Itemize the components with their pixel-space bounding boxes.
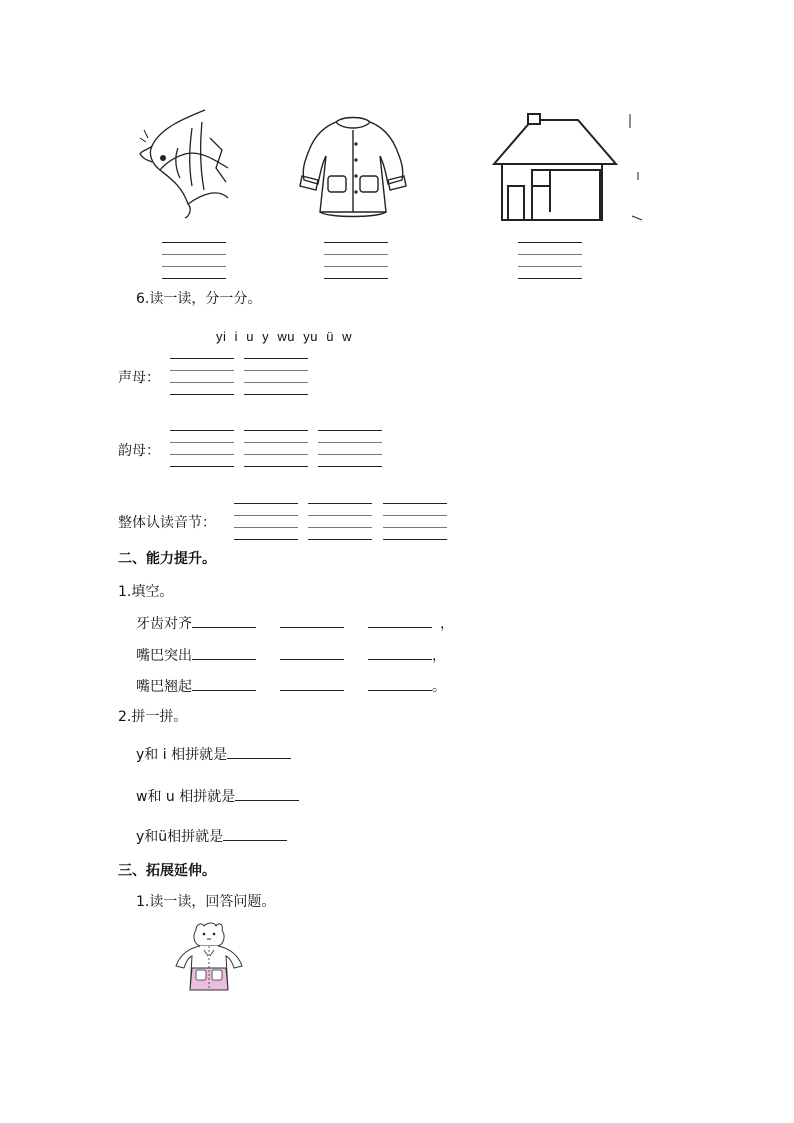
pin-row-prompt: y和 i 相拼就是	[136, 747, 228, 763]
shengmu-box-2[interactable]	[244, 358, 308, 394]
pinyipin-title: 2.拼一拼。	[118, 709, 188, 725]
pinyin-list: yi i u y wu yu ü w	[216, 329, 353, 344]
zhengti-label: 整体认读音节：	[118, 515, 216, 531]
fill-blank[interactable]	[192, 645, 256, 660]
fill-blank[interactable]	[280, 645, 344, 660]
fill-row-3	[136, 676, 446, 696]
fill-row-1	[136, 613, 454, 633]
pin-row-prompt: w和 u 相拼就是	[136, 789, 236, 805]
read-answer-title: 1.读一读，回答问题。	[136, 894, 276, 910]
fill-row-prompt: 牙齿对齐	[136, 616, 192, 632]
fill-row-end: ，	[440, 616, 454, 632]
writing-box-fish[interactable]	[162, 242, 226, 278]
writing-box-coat[interactable]	[324, 242, 388, 278]
fill-blank[interactable]	[192, 613, 256, 628]
zhengti-box-1[interactable]	[234, 503, 298, 539]
fill-row-prompt: 嘴巴翘起	[136, 679, 192, 695]
fill-blank[interactable]	[280, 613, 344, 628]
fill-row-prompt: 嘴巴突出	[136, 648, 192, 664]
house-icon	[492, 112, 642, 224]
zhengti-box-3[interactable]	[383, 503, 447, 539]
writing-box-house[interactable]	[518, 242, 582, 278]
pin-row-2	[136, 786, 299, 806]
yunmu-box-1[interactable]	[170, 430, 234, 466]
pin-row-1	[136, 744, 291, 764]
fill-blank[interactable]	[368, 645, 432, 660]
pin-row-3	[136, 826, 287, 846]
fill-row-2	[136, 645, 446, 665]
fill-row-end: 。	[432, 679, 446, 695]
yunmu-box-2[interactable]	[244, 430, 308, 466]
pin-blank[interactable]	[223, 826, 287, 841]
yunmu-box-3[interactable]	[318, 430, 382, 466]
shengmu-label: 声母：	[118, 370, 160, 386]
fill-blank[interactable]	[192, 676, 256, 691]
fish-icon	[130, 108, 240, 218]
bear-raincoat-icon	[170, 922, 248, 994]
section-2-heading: 二、能力提升。	[118, 551, 216, 567]
fill-blank[interactable]	[368, 613, 432, 628]
shengmu-box-1[interactable]	[170, 358, 234, 394]
pin-row-prompt: y和ü相拼就是	[136, 829, 224, 845]
yunmu-label: 韵母：	[118, 443, 160, 459]
fill-row-end: ，	[432, 648, 446, 664]
coat-icon	[298, 114, 410, 220]
pin-blank[interactable]	[227, 744, 291, 759]
fill-blank[interactable]	[280, 676, 344, 691]
pin-blank[interactable]	[235, 786, 299, 801]
section-3-heading: 三、拓展延伸。	[118, 863, 216, 879]
fill-blank[interactable]	[368, 676, 432, 691]
question-6-title: 6.读一读，分一分。	[136, 291, 262, 307]
zhengti-box-2[interactable]	[308, 503, 372, 539]
fill-blank-title: 1.填空。	[118, 584, 174, 600]
